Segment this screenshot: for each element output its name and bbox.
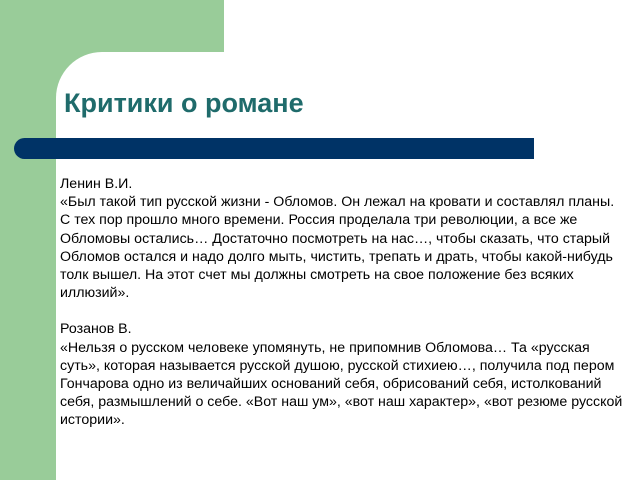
critic-author-rozanov: Розанов В.: [60, 321, 132, 338]
critic-author-lenin: Ленин В.И.: [60, 176, 133, 192]
critic-quote-lenin: «Был такой тип русской жизни - Обломов. Он лежал на кровати и составлял планы. С тех пор прошло много времени. Россия проделала три революции, а все же Обломовы остались… Достаточно посмотреть на нас…, чтобы сказать, что старый Обломов остался и надо долго мыть, чистить, трепать и драть, чтобы какой-нибудь толк вышел. На этот счет мы должны смотреть на свое положение без всяких иллюзий».: [60, 194, 615, 302]
title-underline-bar: [14, 138, 534, 159]
slide-body-text: [60, 175, 628, 430]
slide-title: Критики о романе: [64, 88, 304, 118]
critic-quote-rozanov: «Нельзя о русском человеке упомянуть, не припомнив Обломова… Та «русская суть», которая называется русской душою, русской стихиею…, получила под пером Гончарова одно из величайших оснований себя, обрисований себя, истолкований себя, размышлений о себе. «Вот наш ум», «вот наш характер», «вот резюме русской истории».: [60, 339, 623, 429]
paragraph-gap: [60, 302, 628, 320]
decorative-left-strip: [0, 0, 56, 480]
